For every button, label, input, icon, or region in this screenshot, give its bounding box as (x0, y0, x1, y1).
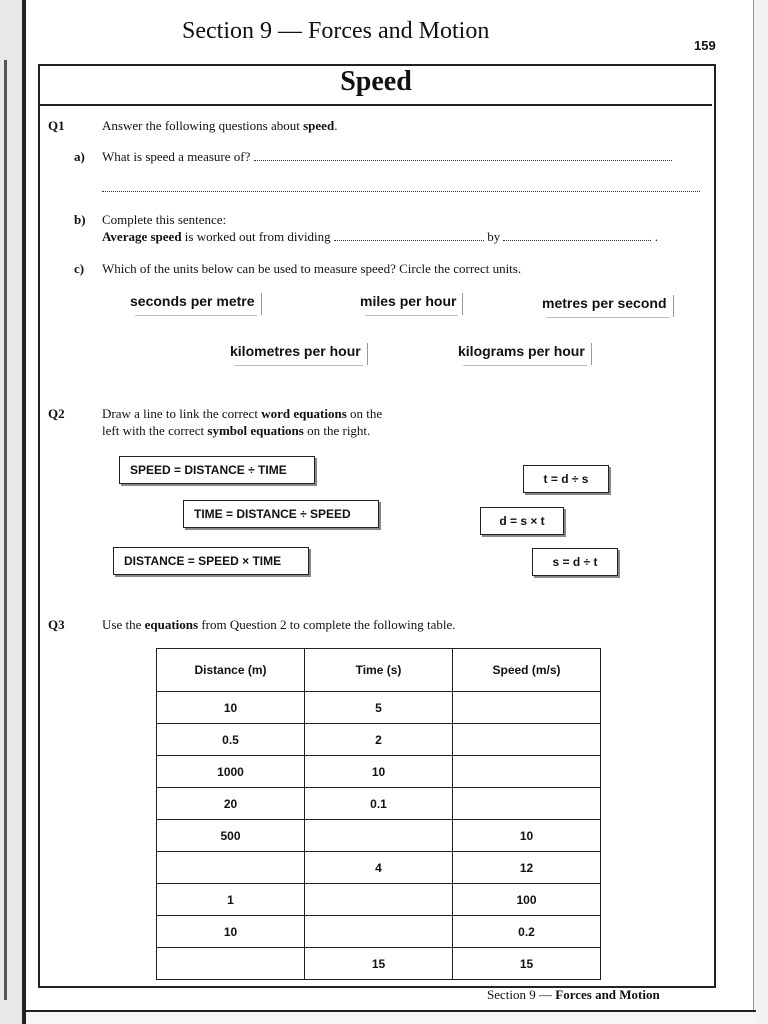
q2-line2-end: on the right. (303, 423, 371, 438)
q3-number: Q3 (48, 617, 65, 632)
table-cell[interactable]: 100 (453, 884, 601, 916)
q1a-answer-line-2[interactable] (102, 181, 700, 192)
table-cell[interactable]: 0.2 (453, 916, 601, 948)
table-cell[interactable] (157, 948, 305, 980)
q1b-label: b) (74, 212, 86, 227)
table-cell[interactable]: 10 (157, 916, 305, 948)
table-cell[interactable]: 500 (157, 820, 305, 852)
q1-intro (102, 118, 337, 134)
table-row (157, 948, 601, 980)
word-equation[interactable]: TIME = DISTANCE ÷ SPEED (183, 500, 379, 528)
unit-option[interactable]: kilometres per hour (230, 343, 368, 365)
q3-text (102, 617, 456, 633)
page-bottom-edge (26, 1010, 756, 1024)
footer-section-label (487, 987, 660, 1003)
table-row (157, 756, 601, 788)
page-binding (22, 0, 26, 1024)
table-cell[interactable]: 4 (305, 852, 453, 884)
q3-text-end: from Question 2 to complete the following table. (198, 617, 456, 632)
q1b-mid: is worked out from dividing (181, 229, 331, 244)
q2-line1-start: Draw a line to link the correct (102, 406, 262, 421)
q3-text-start: Use the (102, 617, 145, 632)
q2-line1-bold: word equations (261, 406, 347, 421)
q2-number: Q2 (48, 406, 65, 421)
q2-line2-start: left with the correct (102, 423, 208, 438)
q2-line1 (102, 406, 382, 422)
table-cell[interactable]: 5 (305, 692, 453, 724)
table-cell[interactable] (305, 820, 453, 852)
table-row (157, 852, 601, 884)
table-cell[interactable]: 10 (157, 692, 305, 724)
table-cell[interactable]: 2 (305, 724, 453, 756)
symbol-equation[interactable]: t = d ÷ s (523, 465, 609, 493)
unit-option[interactable]: kilograms per hour (458, 343, 592, 365)
section-title: Forces and Motion (308, 18, 490, 44)
q1b-blank-1[interactable] (334, 230, 484, 241)
table-cell[interactable]: 20 (157, 788, 305, 820)
symbol-equation[interactable]: d = s × t (480, 507, 564, 535)
word-equation[interactable]: DISTANCE = SPEED × TIME (113, 547, 309, 575)
table-header: Distance (m) (157, 649, 305, 692)
q1-intro-start: Answer the following questions about (102, 118, 304, 133)
table-row (157, 916, 601, 948)
page-number: 159 (694, 38, 716, 53)
table-cell[interactable] (453, 788, 601, 820)
q1-intro-end: . (334, 118, 338, 133)
q1b-end: . (654, 229, 658, 244)
unit-option[interactable]: miles per hour (360, 293, 463, 315)
q1b-line1: Complete this sentence: (102, 212, 227, 227)
table-header-row (157, 649, 601, 692)
table-row (157, 692, 601, 724)
table-cell[interactable] (157, 852, 305, 884)
table-row (157, 884, 601, 916)
q2-line2-bold: symbol equations (207, 423, 304, 438)
speed-table (156, 648, 601, 980)
table-cell[interactable]: 1000 (157, 756, 305, 788)
unit-option[interactable]: seconds per metre (130, 293, 262, 315)
page-title: Speed (40, 64, 712, 106)
table-cell[interactable]: 0.1 (305, 788, 453, 820)
table-row (157, 820, 601, 852)
table-cell[interactable]: 0.5 (157, 724, 305, 756)
q1a-answer-line[interactable] (254, 150, 672, 161)
q1b-blank-2[interactable] (503, 230, 651, 241)
table-cell[interactable] (305, 884, 453, 916)
section-header (182, 18, 489, 45)
table-cell[interactable]: 12 (453, 852, 601, 884)
footer-prefix: Section 9 — (487, 987, 556, 1002)
table-cell[interactable]: 10 (453, 820, 601, 852)
page-spine (4, 60, 7, 1000)
table-cell[interactable]: 10 (305, 756, 453, 788)
q1b-by: by (487, 229, 501, 244)
section-prefix: Section 9 — (182, 18, 308, 44)
q1a-question (102, 149, 672, 165)
unit-option[interactable]: metres per second (542, 295, 674, 317)
word-equation[interactable]: SPEED = DISTANCE ÷ TIME (119, 456, 315, 484)
q2-line2 (102, 423, 370, 439)
table-header: Time (s) (305, 649, 453, 692)
table-cell[interactable] (453, 756, 601, 788)
table-header: Speed (m/s) (453, 649, 601, 692)
footer-title: Forces and Motion (555, 987, 660, 1002)
q3-text-bold: equations (144, 617, 199, 632)
page-right-edge (753, 0, 768, 1024)
q1c-label: c) (74, 261, 85, 276)
table-row (157, 788, 601, 820)
q1a-answer-line-2-wrap (102, 180, 700, 196)
q1c-text: Which of the units below can be used to measure speed? Circle the correct units. (102, 261, 522, 276)
q1a-label: a) (74, 149, 85, 164)
q2-line1-end: on the (346, 406, 383, 421)
q1-intro-bold: speed (303, 118, 335, 133)
table-cell[interactable]: 15 (453, 948, 601, 980)
table-cell[interactable]: 1 (157, 884, 305, 916)
symbol-equation[interactable]: s = d ÷ t (532, 548, 618, 576)
table-row (157, 724, 601, 756)
table-cell[interactable]: 15 (305, 948, 453, 980)
q1b-sentence (102, 229, 658, 245)
table-cell[interactable] (453, 692, 601, 724)
q1b-bold: Average speed (102, 229, 182, 244)
q1-number: Q1 (48, 118, 65, 133)
table-cell[interactable] (453, 724, 601, 756)
q1a-text: What is speed a measure of? (102, 149, 251, 164)
table-cell[interactable] (305, 916, 453, 948)
